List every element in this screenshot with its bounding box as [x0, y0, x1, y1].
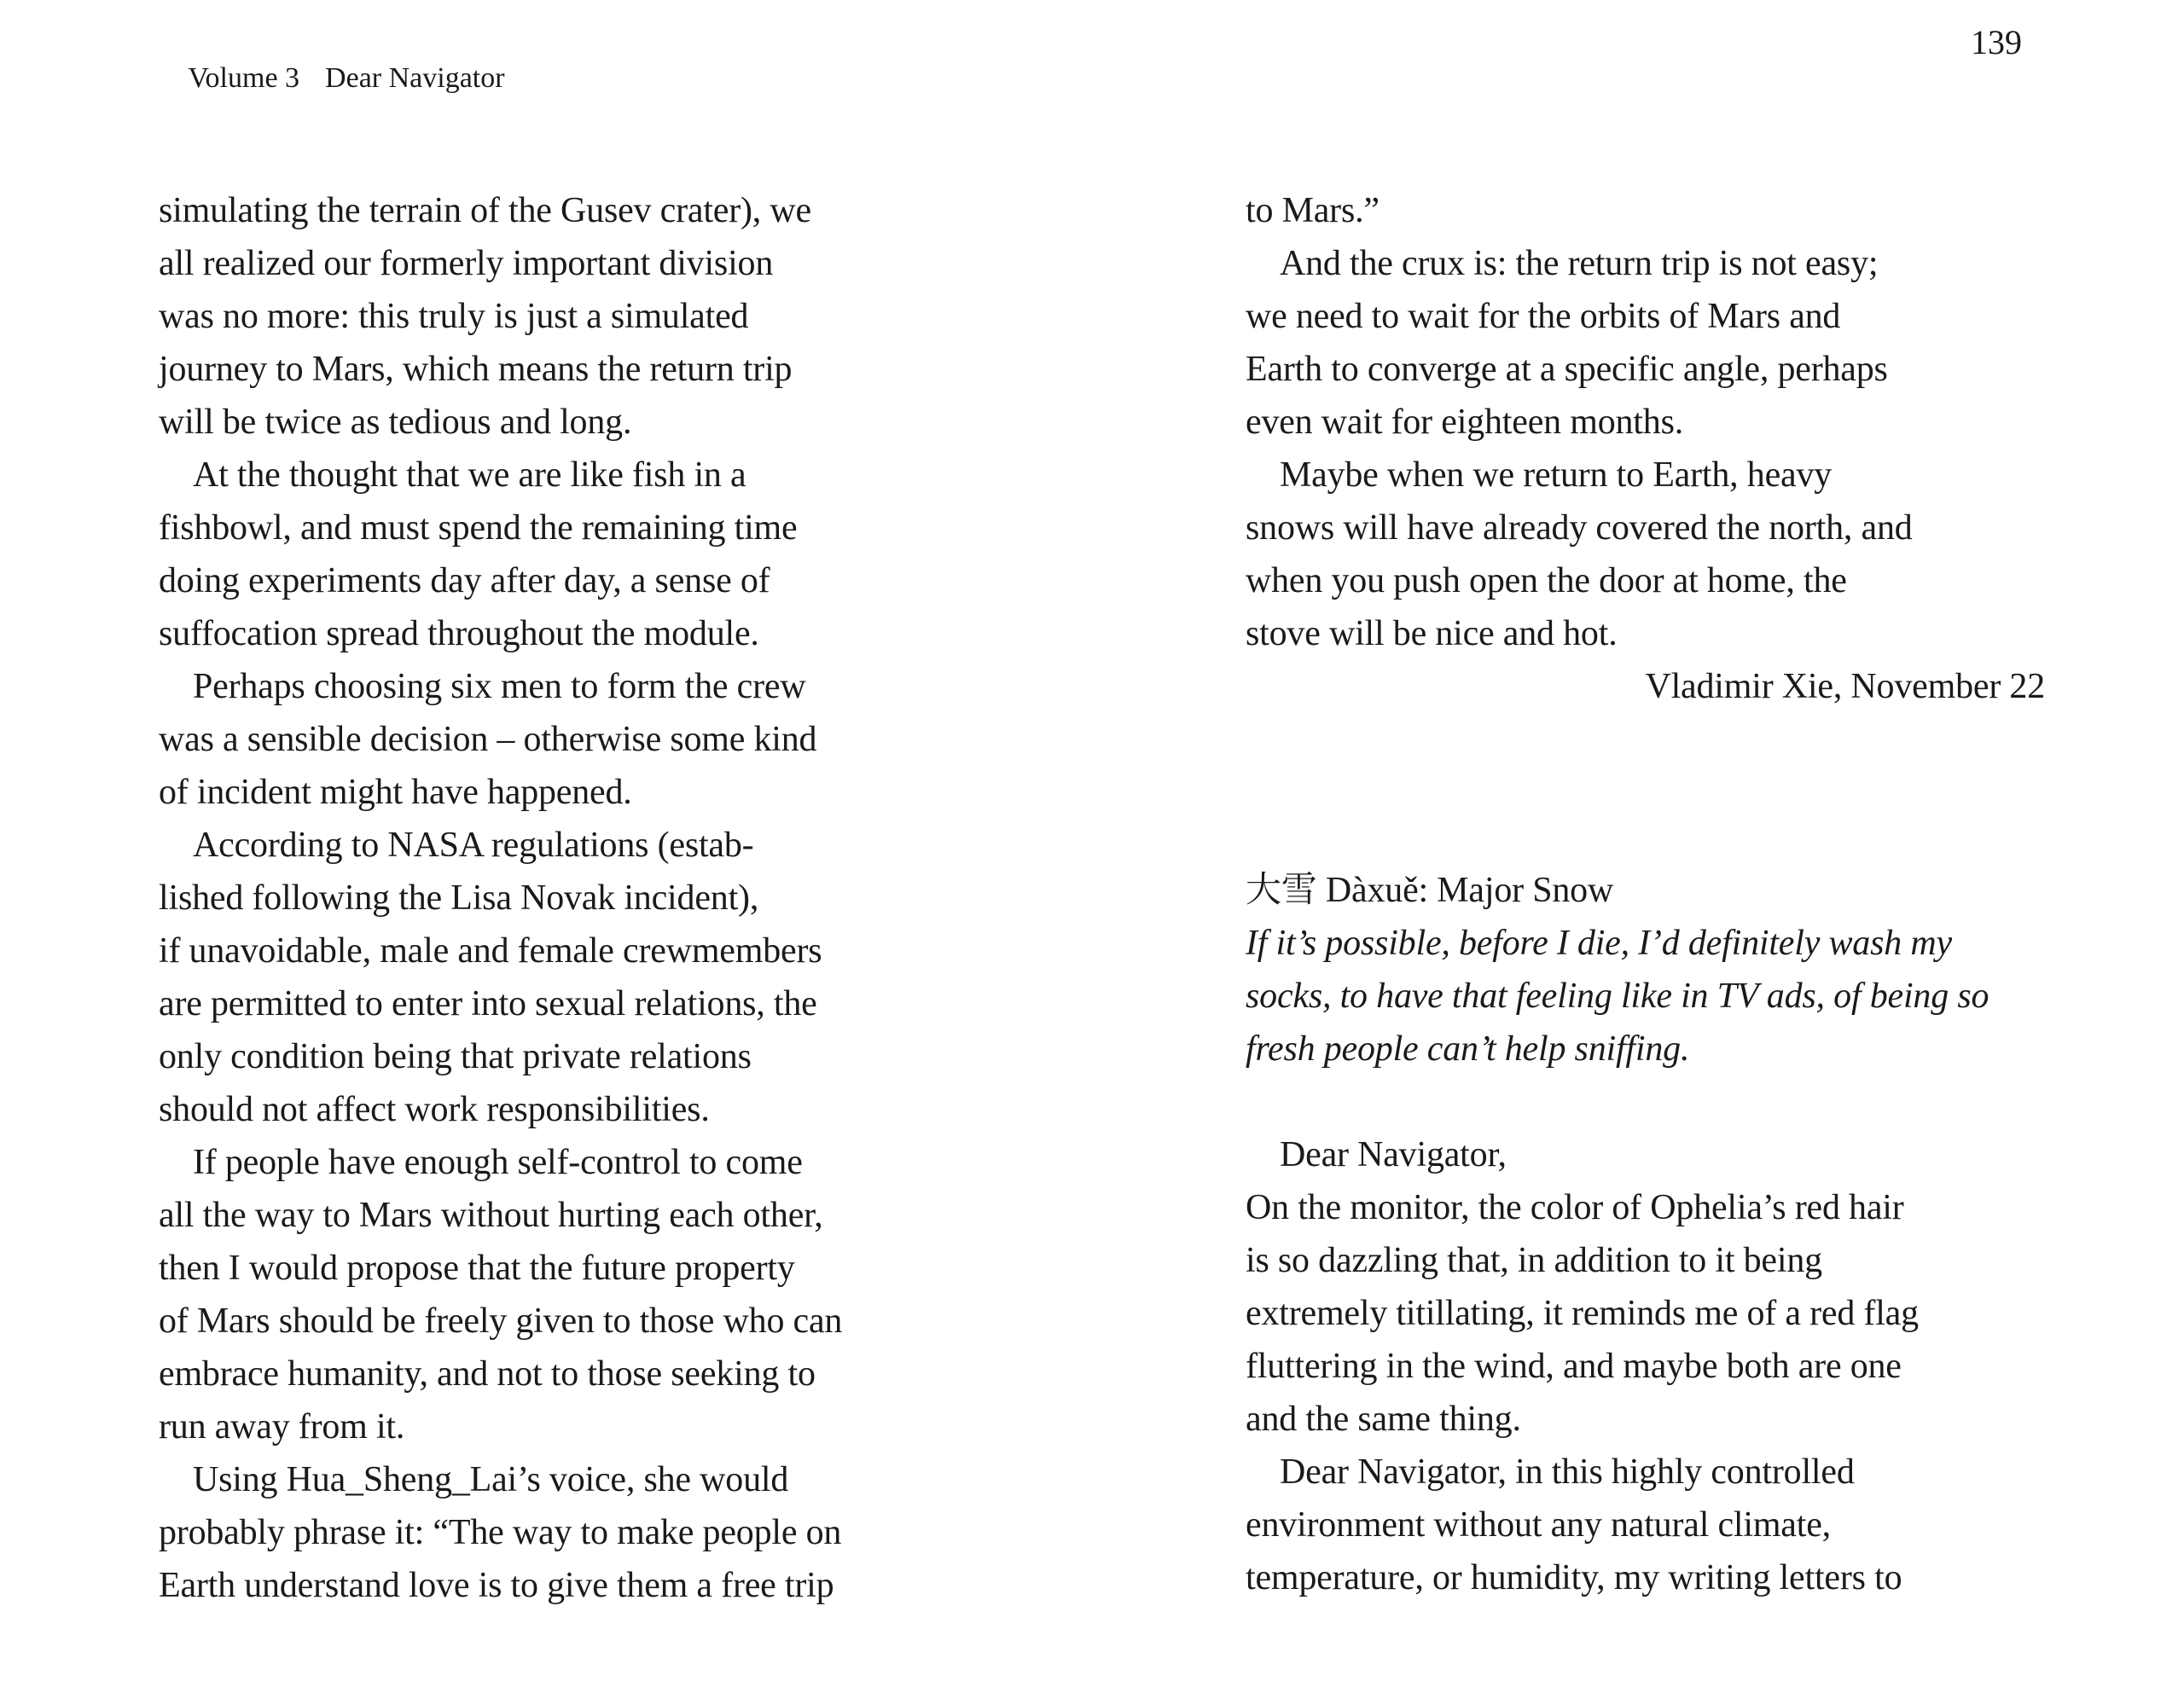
text-line: doing experiments day after day, a sense of	[159, 561, 770, 600]
text-line: should not affect work responsibilities.	[159, 1090, 710, 1129]
text-line: all realized our formerly important division	[159, 244, 774, 283]
text-line: of Mars should be freely given to those who can	[159, 1301, 843, 1341]
text-line: According to NASA regulations (estab-	[193, 826, 754, 865]
text-line: And the crux is: the return trip is not easy;	[1280, 244, 1879, 283]
text-line: probably phrase it: “The way to make people on	[159, 1513, 842, 1552]
text-line: and the same thing.	[1246, 1400, 1521, 1439]
text-line: If people have enough self-control to come	[193, 1143, 803, 1182]
volume-label: Volume 3	[188, 61, 300, 94]
page-number: 139	[1971, 23, 2022, 61]
text-line: then I would propose that the future property	[159, 1249, 795, 1288]
text-line: was a sensible decision – otherwise some kind	[159, 720, 817, 759]
text-line: when you push open the door at home, the	[1246, 561, 1847, 600]
text-line: only condition being that private relations	[159, 1037, 752, 1076]
text-line: Using Hua_Sheng_Lai’s voice, she would	[193, 1460, 789, 1499]
text-line: extremely titillating, it reminds me of a red flag	[1246, 1294, 1919, 1333]
text-line: to Mars.”	[1246, 191, 1380, 230]
text-line: Dear Navigator, in this highly controlled	[1280, 1452, 1855, 1492]
right-text-column	[1246, 184, 2045, 1604]
text-line: environment without any natural climate,	[1246, 1505, 1831, 1545]
text-line: was no more: this truly is just a simulated	[159, 297, 749, 336]
letter-salutation: Dear Navigator,	[1280, 1135, 1507, 1174]
section-heading: 大雪 Dàxuě: Major Snow	[1246, 871, 1614, 910]
text-line: Earth to converge at a specific angle, perhaps	[1246, 350, 1888, 389]
text-line: stove will be nice and hot.	[1246, 614, 1618, 653]
text-line: fishbowl, and must spend the remaining time	[159, 508, 798, 548]
text-line: temperature, or humidity, my writing letters to	[1246, 1558, 1902, 1597]
text-line: are permitted to enter into sexual relations, the	[159, 984, 817, 1023]
text-line: snows will have already covered the north, and	[1246, 508, 1913, 548]
text-line: if unavoidable, male and female crewmembers	[159, 931, 822, 971]
text-line: all the way to Mars without hurting each other,	[159, 1196, 823, 1235]
epigraph-line: If it’s possible, before I die, I’d definitely wash my	[1246, 924, 1952, 963]
epigraph-line: fresh people can’t help sniffing.	[1246, 1029, 1690, 1069]
text-line: simulating the terrain of the Gusev crater), we	[159, 191, 811, 230]
text-line: Maybe when we return to Earth, heavy	[1280, 455, 1833, 495]
text-line: is so dazzling that, in addition to it being	[1246, 1241, 1822, 1280]
text-line: will be twice as tedious and long.	[159, 403, 632, 442]
epigraph-line: socks, to have that feeling like in TV ads, of being so	[1246, 977, 1989, 1016]
text-line: we need to wait for the orbits of Mars and	[1246, 297, 1841, 336]
running-header	[160, 24, 505, 133]
letter-signature: Vladimir Xie, November 22	[1645, 667, 2045, 706]
text-line: journey to Mars, which means the return trip	[159, 350, 793, 389]
text-line: Perhaps choosing six men to form the crew	[193, 667, 806, 706]
text-line: At the thought that we are like fish in a	[193, 455, 746, 495]
text-line: Earth understand love is to give them a free trip	[159, 1566, 834, 1605]
text-line: of incident might have happened.	[159, 773, 632, 812]
text-line: fluttering in the wind, and maybe both are one	[1246, 1347, 1902, 1386]
text-line: run away from it.	[159, 1407, 405, 1446]
text-line: suffocation spread throughout the module.	[159, 614, 759, 653]
text-line: On the monitor, the color of Ophelia’s red hair	[1246, 1188, 1904, 1227]
text-line: embrace humanity, and not to those seeking to	[159, 1354, 816, 1394]
left-text-column	[159, 184, 982, 1612]
book-title: Dear Navigator	[325, 61, 505, 94]
text-line: lished following the Lisa Novak incident),	[159, 878, 759, 918]
text-line: even wait for eighteen months.	[1246, 403, 1684, 442]
